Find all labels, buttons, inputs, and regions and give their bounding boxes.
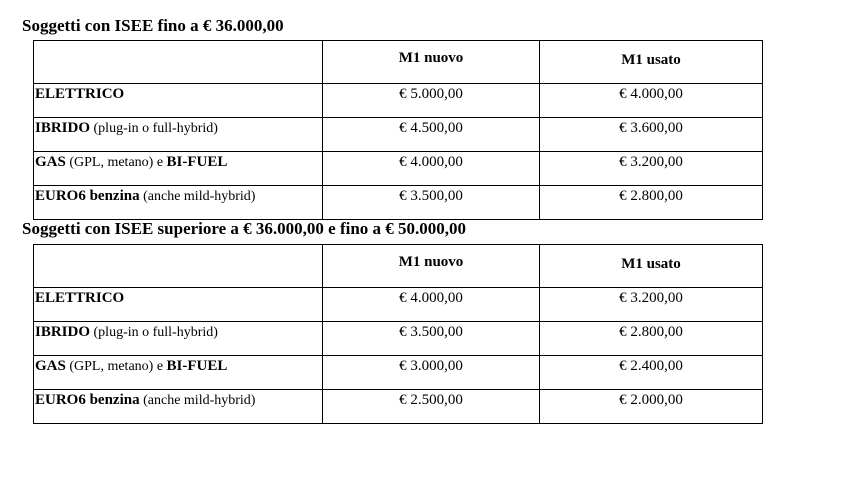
table-row xyxy=(34,356,763,390)
incentive-table-isee-50000 xyxy=(33,244,763,424)
value-m1-nuovo: € 4.000,00 xyxy=(323,288,540,322)
value-m1-usato: € 2.800,00 xyxy=(540,186,763,220)
table-header-row xyxy=(34,245,763,288)
table-row xyxy=(34,322,763,356)
vehicle-type-note: (GPL, metano) e xyxy=(65,359,167,374)
vehicle-type-extra: BI-FUEL xyxy=(166,154,228,170)
table-row xyxy=(34,186,763,220)
vehicle-type-note: (plug-in o full-hybrid) xyxy=(90,121,218,136)
vehicle-type: EURO6 benzina xyxy=(35,188,140,204)
table-header-row xyxy=(34,41,763,84)
value-m1-usato: € 2.400,00 xyxy=(540,356,763,390)
value-m1-nuovo: € 3.500,00 xyxy=(323,322,540,356)
section-title-isee-50000: Soggetti con ISEE superiore a € 36.000,00 e fino a € 50.000,00 xyxy=(22,219,467,238)
value-m1-nuovo: € 2.500,00 xyxy=(323,390,540,424)
header-m1-usato: M1 usato xyxy=(540,245,763,288)
value-m1-nuovo: € 4.000,00 xyxy=(323,152,540,186)
header-empty-cell xyxy=(34,245,323,288)
value-m1-usato: € 2.800,00 xyxy=(540,322,763,356)
header-m1-usato: M1 usato xyxy=(540,41,763,84)
vehicle-type-extra: BI-FUEL xyxy=(166,358,228,374)
value-m1-usato: € 3.200,00 xyxy=(540,152,763,186)
table-row xyxy=(34,288,763,322)
row-label xyxy=(34,390,323,424)
vehicle-type-note: (plug-in o full-hybrid) xyxy=(90,325,218,340)
table-row xyxy=(34,118,763,152)
vehicle-type: IBRIDO xyxy=(35,324,91,340)
value-m1-usato: € 4.000,00 xyxy=(540,84,763,118)
value-m1-nuovo: € 5.000,00 xyxy=(323,84,540,118)
vehicle-type: IBRIDO xyxy=(35,120,91,136)
vehicle-type: ELETTRICO xyxy=(35,86,125,102)
header-m1-nuovo: M1 nuovo xyxy=(323,41,540,84)
row-label xyxy=(34,84,323,118)
header-empty-cell xyxy=(34,41,323,84)
vehicle-type: ELETTRICO xyxy=(35,290,125,306)
row-label xyxy=(34,322,323,356)
value-m1-usato: € 3.600,00 xyxy=(540,118,763,152)
table-row xyxy=(34,152,763,186)
value-m1-usato: € 2.000,00 xyxy=(540,390,763,424)
vehicle-type-note: (GPL, metano) e xyxy=(65,155,167,170)
table-row xyxy=(34,390,763,424)
header-m1-nuovo: M1 nuovo xyxy=(323,245,540,288)
vehicle-type: GAS xyxy=(35,358,66,374)
value-m1-nuovo: € 3.000,00 xyxy=(323,356,540,390)
table-row xyxy=(34,84,763,118)
vehicle-type: EURO6 benzina xyxy=(35,392,140,408)
value-m1-nuovo: € 4.500,00 xyxy=(323,118,540,152)
row-label xyxy=(34,288,323,322)
value-m1-nuovo: € 3.500,00 xyxy=(323,186,540,220)
row-label xyxy=(34,356,323,390)
row-label xyxy=(34,152,323,186)
value-m1-usato: € 3.200,00 xyxy=(540,288,763,322)
vehicle-type: GAS xyxy=(35,154,66,170)
section-title-isee-36000: Soggetti con ISEE fino a € 36.000,00 xyxy=(22,16,284,35)
vehicle-type-note: (anche mild-hybrid) xyxy=(139,393,256,408)
row-label xyxy=(34,186,323,220)
incentive-table-isee-36000 xyxy=(33,40,763,220)
row-label xyxy=(34,118,323,152)
vehicle-type-note: (anche mild-hybrid) xyxy=(139,189,256,204)
